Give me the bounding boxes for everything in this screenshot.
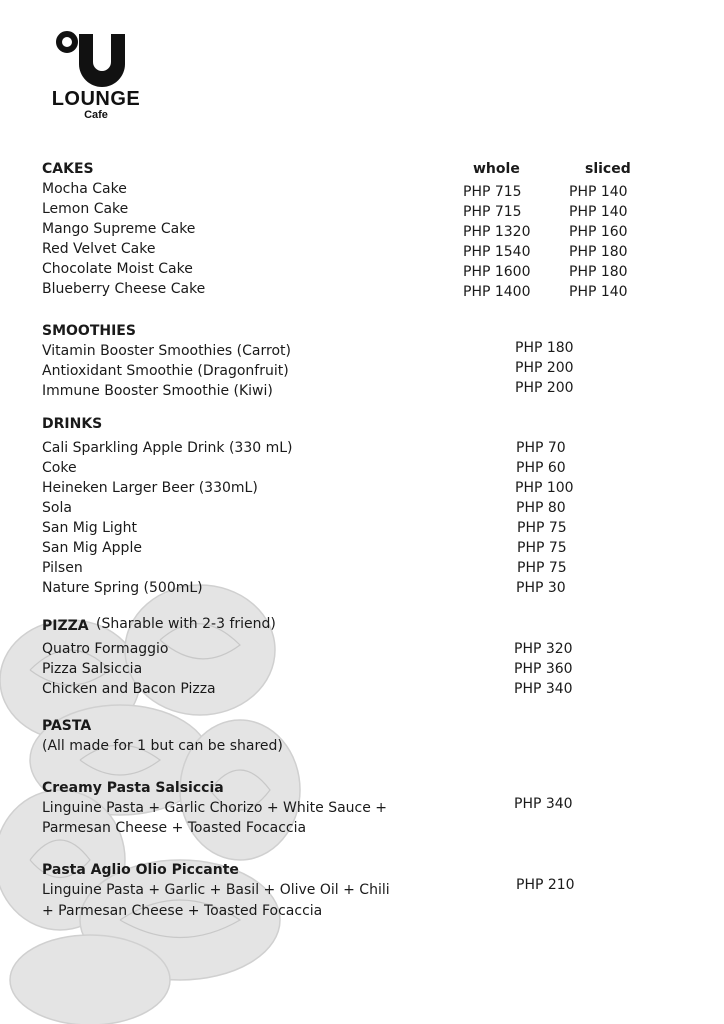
menu-item-name: Red Velvet Cake bbox=[42, 241, 156, 257]
menu-item-price: PHP 30 bbox=[516, 580, 566, 596]
menu-item-description: + Parmesan Cheese + Toasted Focaccia bbox=[42, 903, 323, 919]
menu-item-price: PHP 200 bbox=[515, 380, 574, 396]
menu-item-price: PHP 60 bbox=[516, 460, 566, 476]
menu-item-name: Coke bbox=[42, 460, 77, 476]
menu-item-name: Chocolate Moist Cake bbox=[42, 261, 193, 277]
logo-subtitle: Cafe bbox=[84, 109, 108, 121]
menu-item-price: PHP 200 bbox=[515, 360, 574, 376]
menu-item-price-sliced: PHP 180 bbox=[569, 244, 628, 260]
pizza-note: (Sharable with 2-3 friend) bbox=[96, 616, 276, 632]
drinks-heading: DRINKS bbox=[42, 416, 103, 432]
menu-item-price: PHP 80 bbox=[516, 500, 566, 516]
menu-item-description: Linguine Pasta + Garlic Chorizo + White Sauce + bbox=[42, 800, 388, 816]
menu-item-name: Lemon Cake bbox=[42, 201, 129, 217]
menu-item-name: Heineken Larger Beer (330mL) bbox=[42, 480, 258, 496]
menu-item-price: PHP 340 bbox=[514, 681, 573, 697]
menu-item-price-sliced: PHP 180 bbox=[569, 264, 628, 280]
menu-item-name: Pizza Salsiccia bbox=[42, 661, 143, 677]
menu-item-name: Chicken and Bacon Pizza bbox=[42, 681, 216, 697]
menu-item-name: Immune Booster Smoothie (Kiwi) bbox=[42, 383, 273, 399]
menu-item-name: San Mig Apple bbox=[42, 540, 142, 556]
menu-item-name: Sola bbox=[42, 500, 72, 516]
menu-item-name: Pilsen bbox=[42, 560, 83, 576]
menu-item-name: Mocha Cake bbox=[42, 181, 127, 197]
menu-item-name: Vitamin Booster Smoothies (Carrot) bbox=[42, 343, 291, 359]
menu-item-price: PHP 340 bbox=[514, 796, 573, 812]
menu-item-title: Creamy Pasta Salsiccia bbox=[42, 780, 224, 796]
menu-item-price-whole: PHP 1540 bbox=[463, 244, 531, 260]
cakes-sliced-header: sliced bbox=[585, 161, 631, 177]
menu-item-price: PHP 320 bbox=[514, 641, 573, 657]
lounge-cafe-logo bbox=[46, 30, 146, 122]
menu-item-price: PHP 360 bbox=[514, 661, 573, 677]
menu-item-price-whole: PHP 1600 bbox=[463, 264, 531, 280]
cakes-heading: CAKES bbox=[42, 161, 94, 177]
menu-item-price-sliced: PHP 140 bbox=[569, 284, 628, 300]
menu-item-price: PHP 75 bbox=[517, 540, 567, 556]
menu-item-name: San Mig Light bbox=[42, 520, 138, 536]
menu-item-price-sliced: PHP 160 bbox=[569, 224, 628, 240]
menu-item-price: PHP 75 bbox=[517, 520, 567, 536]
menu-item-description: Parmesan Cheese + Toasted Focaccia bbox=[42, 820, 307, 836]
menu-item-name: Antioxidant Smoothie (Dragonfruit) bbox=[42, 363, 289, 379]
menu-item-name: Nature Spring (500mL) bbox=[42, 580, 203, 596]
menu-item-description: Linguine Pasta + Garlic + Basil + Olive Oil + Chili bbox=[42, 882, 390, 898]
menu-item-price-whole: PHP 715 bbox=[463, 204, 522, 220]
pizza-heading: PIZZA bbox=[42, 618, 89, 634]
cakes-whole-header: whole bbox=[473, 161, 520, 177]
menu-item-name: Cali Sparkling Apple Drink (330 mL) bbox=[42, 440, 293, 456]
menu-item-title: Pasta Aglio Olio Piccante bbox=[42, 862, 239, 878]
menu-item-price-whole: PHP 715 bbox=[463, 184, 522, 200]
pasta-heading: PASTA bbox=[42, 718, 92, 734]
smoothies-heading: SMOOTHIES bbox=[42, 323, 136, 339]
menu-item-name: Quatro Formaggio bbox=[42, 641, 169, 657]
menu-item-price-whole: PHP 1320 bbox=[463, 224, 531, 240]
menu-item-price-whole: PHP 1400 bbox=[463, 284, 531, 300]
menu-item-price-sliced: PHP 140 bbox=[569, 184, 628, 200]
menu-item-price: PHP 180 bbox=[515, 340, 574, 356]
menu-item-price: PHP 210 bbox=[516, 877, 575, 893]
menu-item-name: Mango Supreme Cake bbox=[42, 221, 196, 237]
menu-item-price: PHP 75 bbox=[517, 560, 567, 576]
menu-item-name: Blueberry Cheese Cake bbox=[42, 281, 206, 297]
logo-title: LOUNGE bbox=[51, 88, 141, 110]
menu-item-price: PHP 70 bbox=[516, 440, 566, 456]
u-logo-icon bbox=[54, 30, 138, 90]
menu-item-price-sliced: PHP 140 bbox=[569, 204, 628, 220]
pasta-note: (All made for 1 but can be shared) bbox=[42, 738, 283, 754]
menu-item-price: PHP 100 bbox=[515, 480, 574, 496]
